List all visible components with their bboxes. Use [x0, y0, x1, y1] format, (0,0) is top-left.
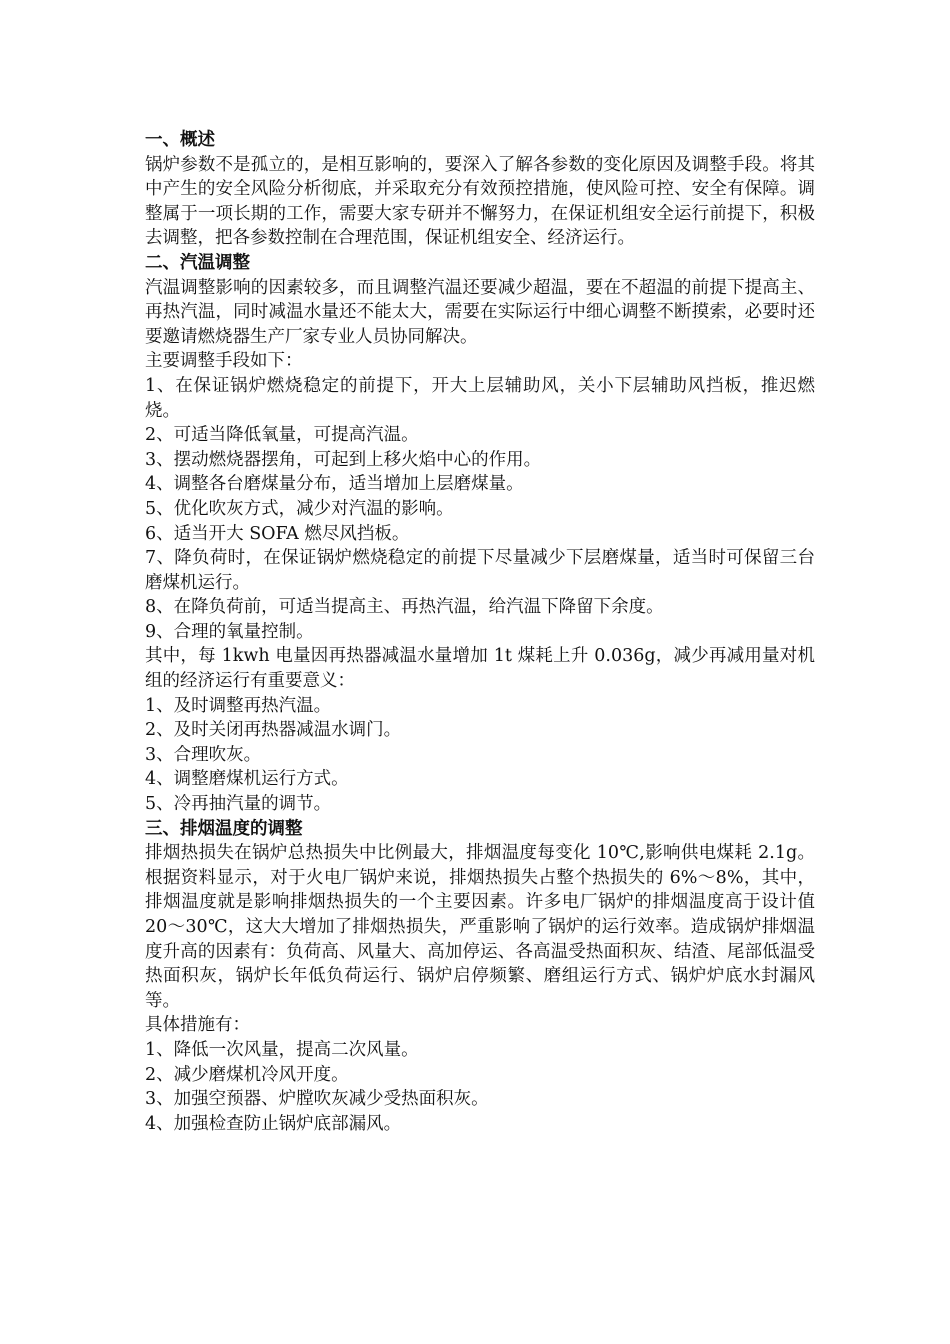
list-item: 4、加强检查防止锅炉底部漏风。	[145, 1113, 402, 1134]
paragraph: 主要调整手段如下：	[145, 351, 303, 372]
document-page	[145, 128, 815, 1136]
list-item: 3、合理吹灰。	[145, 744, 262, 765]
section-heading: 三、排烟温度的调整	[145, 818, 303, 839]
paragraph: 具体措施有：	[145, 1015, 250, 1036]
section-overview	[145, 128, 815, 251]
paragraph: 锅炉参数不是孤立的，是相互影响的，要深入了解各参数的变化原因及调整手段。将其中产生的安全风险分析彻底，并采取充分有效预控措施，使风险可控、安全有保障。调整属于一项长期的工作，需要大家专研并不懈努力，在保证机组安全运行前提下，积极去调整，把各参数控制在合理范围，保证机组安全、经济运行。	[145, 154, 815, 249]
list-item: 6、适当开大 SOFA 燃尽风挡板。	[145, 523, 410, 544]
list-item: 4、调整磨煤机运行方式。	[145, 769, 349, 790]
section-steam-temperature	[145, 251, 815, 817]
section-heading: 一、概述	[145, 130, 215, 150]
list-item: 9、合理的氧量控制。	[145, 621, 314, 642]
list-item: 4、调整各台磨煤量分布，适当增加上层磨煤量。	[145, 474, 524, 495]
list-item: 3、摆动燃烧器摆角，可起到上移火焰中心的作用。	[145, 449, 542, 470]
list-item: 8、在降负荷前，可适当提高主、再热汽温，给汽温下降留下余度。	[145, 597, 664, 618]
list-item: 5、冷再抽汽量的调节。	[145, 794, 332, 815]
paragraph: 其中，每 1kwh 电量因再热器减温水量增加 1t 煤耗上升 0.036g，减少再减用量对机组的经济运行有重要意义：	[145, 646, 815, 692]
paragraph: 排烟热损失在锅炉总热损失中比例最大，排烟温度每变化 10℃,影响供电煤耗 2.1g。根据资料显示，对于火电厂锅炉来说，排烟热损失占整个热损失的 6%～8%，其中，排烟温度就是影响排烟热损失的一个主要因素。许多电厂锅炉的排烟温度高于设计值 20～30℃，这大大增加了排烟热损失，严重影响了锅炉的运行效率。造成锅炉排烟温度升高的因素有：负荷高、风量大、高加停运、各高温受热面积灰、结渣、尾部低温受热面积灰，锅炉长年低负荷运行、锅炉启停频繁、磨组运行方式、锅炉炉底水封漏风等。	[145, 843, 815, 1011]
list-item: 2、及时关闭再热器减温水调门。	[145, 720, 402, 741]
list-item: 2、可适当降低氧量，可提高汽温。	[145, 425, 419, 446]
list-item: 3、加强空预器、炉膛吹灰减少受热面积灰。	[145, 1089, 489, 1110]
list-item: 5、优化吹灰方式，减少对汽温的影响。	[145, 498, 454, 519]
paragraph: 汽温调整影响的因素较多，而且调整汽温还要减少超温，要在不超温的前提下提高主、再热汽温，同时减温水量还不能太大，需要在实际运行中细心调整不断摸索，必要时还要邀请燃烧器生产厂家专业人员协同解决。	[145, 277, 815, 347]
section-heading: 二、汽温调整	[145, 252, 250, 273]
list-item: 7、降负荷时，在保证锅炉燃烧稳定的前提下尽量减少下层磨煤量，适当时可保留三台磨煤机运行。	[145, 548, 815, 593]
section-exhaust-temperature	[145, 817, 815, 1137]
list-item: 1、在保证锅炉燃烧稳定的前提下，开大上层辅助风，关小下层辅助风挡板，推迟燃烧。	[145, 375, 815, 421]
list-item: 2、减少磨煤机冷风开度。	[145, 1064, 349, 1085]
list-item: 1、降低一次风量，提高二次风量。	[145, 1039, 419, 1060]
list-item: 1、及时调整再热汽温。	[145, 695, 332, 716]
